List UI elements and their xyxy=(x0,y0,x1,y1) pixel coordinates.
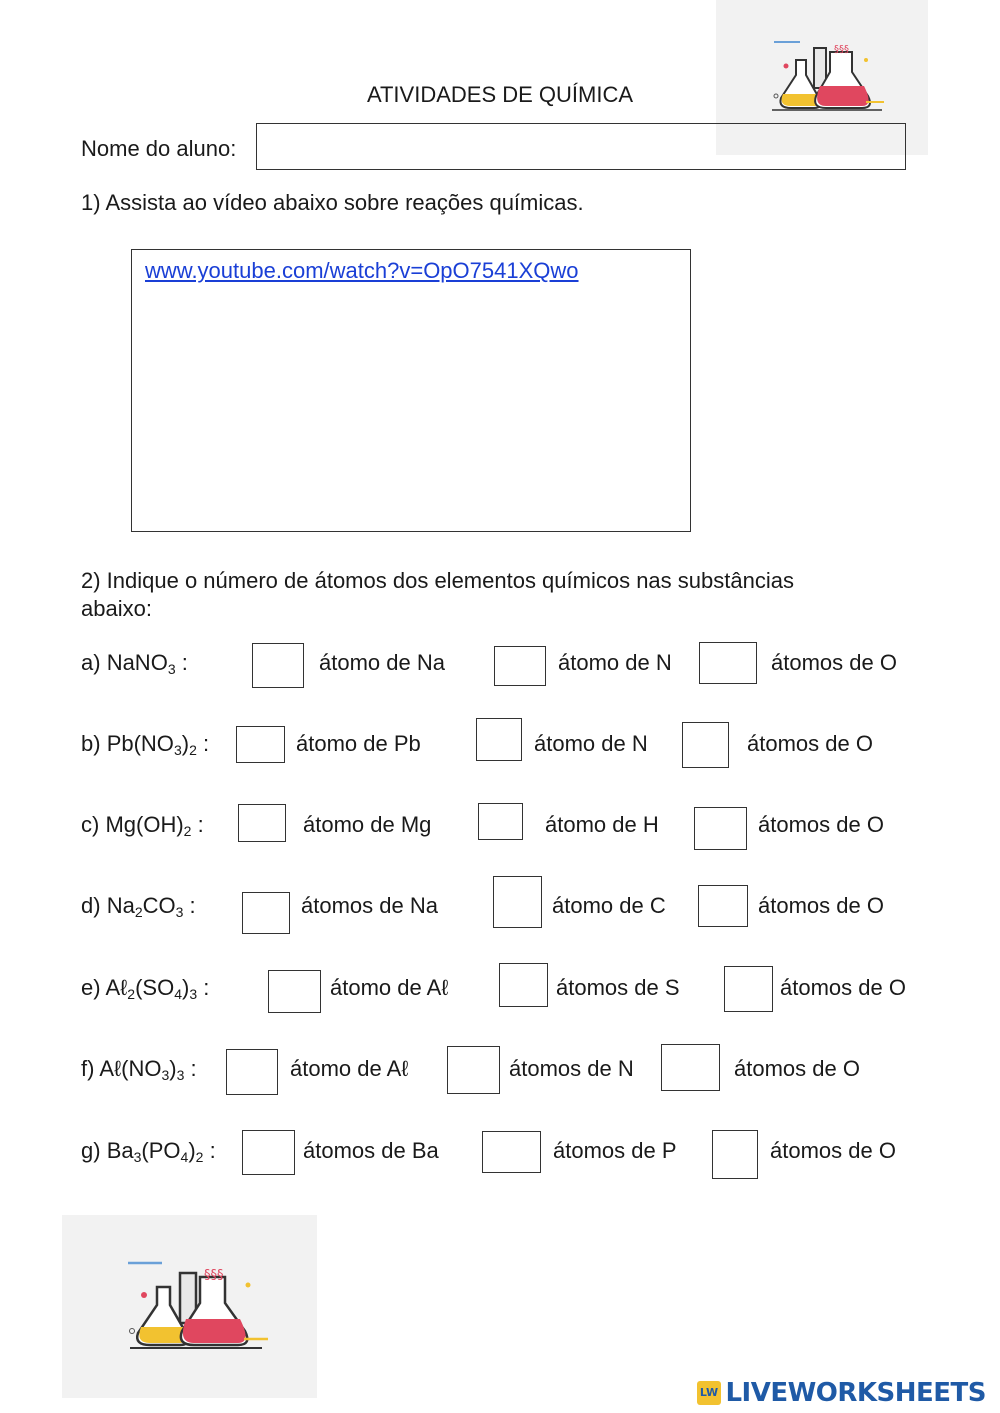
formula-subscript: 2 xyxy=(134,904,143,920)
atom-label: átomos de O xyxy=(770,1138,896,1163)
formula-part: : xyxy=(197,975,210,1000)
atom-label: átomos de O xyxy=(780,975,906,1000)
formula-subscript: 2 xyxy=(195,1149,204,1165)
item-f-formula xyxy=(81,1056,197,1082)
student-name-input[interactable] xyxy=(256,123,906,170)
atom-label: átomos de O xyxy=(747,731,873,756)
atom-label: átomo de H xyxy=(545,812,659,837)
answer-box-d-2[interactable] xyxy=(493,876,542,928)
answer-box-d-3[interactable] xyxy=(698,885,748,927)
brand-name: LIVEWORKSHEETS xyxy=(725,1378,986,1408)
formula-subscript: 3 xyxy=(173,742,182,758)
formula-subscript: 2 xyxy=(189,742,197,758)
formula-subscript: 3 xyxy=(167,661,176,677)
formula-subscript: 3 xyxy=(133,1149,142,1165)
atom-label: átomos de O xyxy=(734,1056,860,1081)
formula-part: CO xyxy=(142,893,176,918)
formula-part: : xyxy=(175,650,188,675)
atom-label: átomo de Mg xyxy=(303,812,432,837)
question-2-line-1: 2) Indique o número de átomos dos elementos químicos nas substâncias xyxy=(81,568,794,593)
formula-subscript: 3 xyxy=(175,904,184,920)
atom-label: átomo de Pb xyxy=(296,731,421,756)
formula-part: Mg(OH) xyxy=(105,812,184,837)
brand-logo xyxy=(697,1378,986,1408)
atom-label: átomo de N xyxy=(558,650,672,675)
item-label: c) xyxy=(81,812,106,837)
atom-label: átomo de C xyxy=(552,893,666,918)
atom-label: átomos de Na xyxy=(301,893,438,918)
answer-box-b-2[interactable] xyxy=(476,718,522,761)
answer-box-e-3[interactable] xyxy=(724,966,773,1012)
atom-label: átomos de N xyxy=(509,1056,634,1081)
formula-part: ) xyxy=(169,1056,177,1081)
answer-box-f-3[interactable] xyxy=(661,1044,720,1091)
answer-box-g-3[interactable] xyxy=(712,1130,758,1179)
item-label: g) xyxy=(81,1138,107,1163)
question-2-line-2: abaixo: xyxy=(81,596,152,621)
atom-label: átomo de Aℓ xyxy=(290,1056,409,1081)
formula-part: (SO xyxy=(135,975,175,1000)
item-b-formula xyxy=(81,731,209,757)
item-label: a) xyxy=(81,650,107,675)
answer-box-g-2[interactable] xyxy=(482,1131,541,1173)
formula-subscript: 4 xyxy=(180,1149,189,1165)
formula-part: ) xyxy=(181,731,190,756)
atom-label: átomo de Na xyxy=(319,650,445,675)
item-label: d) xyxy=(81,893,107,918)
formula-part: Aℓ(NO xyxy=(99,1056,162,1081)
answer-box-b-1[interactable] xyxy=(236,726,285,763)
answer-box-c-1[interactable] xyxy=(238,804,286,842)
formula-part: : xyxy=(203,1138,216,1163)
answer-box-a-3[interactable] xyxy=(699,642,757,684)
question-1-text: 1) Assista ao vídeo abaixo sobre reações químicas. xyxy=(81,190,584,215)
atom-label: átomos de Ba xyxy=(303,1138,439,1163)
item-e-formula xyxy=(81,975,209,1001)
video-link[interactable]: www.youtube.com/watch?v=OpO7541XQwo xyxy=(145,258,579,283)
answer-box-a-2[interactable] xyxy=(494,646,546,686)
brand-badge-icon: LW xyxy=(697,1381,721,1405)
answer-box-a-1[interactable] xyxy=(252,643,304,688)
formula-subscript: 3 xyxy=(189,986,198,1002)
formula-subscript: 3 xyxy=(176,1067,185,1083)
atom-label: átomo de N xyxy=(534,731,648,756)
answer-box-c-3[interactable] xyxy=(694,807,747,850)
atom-label: átomos de O xyxy=(758,893,884,918)
answer-box-f-2[interactable] xyxy=(447,1046,500,1094)
item-g-formula xyxy=(81,1138,216,1164)
answer-box-b-3[interactable] xyxy=(682,722,729,768)
video-embed-box[interactable] xyxy=(131,249,691,532)
atom-label: átomos de O xyxy=(758,812,884,837)
student-name-label: Nome do aluno: xyxy=(81,136,237,161)
formula-subscript: 3 xyxy=(161,1067,170,1083)
formula-part: : xyxy=(184,1056,197,1081)
answer-box-e-1[interactable] xyxy=(268,970,321,1013)
formula-part: (PO xyxy=(141,1138,181,1163)
formula-subscript: 4 xyxy=(174,986,182,1002)
item-c-formula xyxy=(81,812,204,838)
formula-part: ) xyxy=(181,975,190,1000)
atom-label: átomos de S xyxy=(556,975,680,1000)
answer-box-c-2[interactable] xyxy=(478,803,523,840)
formula-part: : xyxy=(191,812,204,837)
item-label: f) xyxy=(81,1056,100,1081)
item-a-formula xyxy=(81,650,188,676)
item-label: e) xyxy=(81,975,106,1000)
formula-subscript: 2 xyxy=(127,986,136,1002)
formula-part: : xyxy=(183,893,196,918)
formula-part: Ba xyxy=(106,1138,134,1163)
atom-label: átomos de P xyxy=(553,1138,677,1163)
answer-box-g-1[interactable] xyxy=(242,1130,295,1175)
svg-text:§§§: §§§ xyxy=(204,1268,224,1283)
item-label: b) xyxy=(81,731,107,756)
formula-part: NaNO xyxy=(106,650,168,675)
atom-label: átomos de O xyxy=(771,650,897,675)
footer-illustration xyxy=(62,1215,317,1398)
svg-text:§§§: §§§ xyxy=(834,44,849,55)
formula-subscript: 2 xyxy=(183,823,192,839)
formula-part: Pb(NO xyxy=(106,731,174,756)
formula-part: ) xyxy=(188,1138,196,1163)
answer-box-f-1[interactable] xyxy=(226,1049,278,1095)
answer-box-d-1[interactable] xyxy=(242,892,290,934)
page-title: ATIVIDADES DE QUÍMICA xyxy=(366,82,634,107)
formula-part: Na xyxy=(106,893,135,918)
item-d-formula xyxy=(81,893,196,919)
formula-part: Aℓ xyxy=(105,975,128,1000)
chemistry-flasks-icon xyxy=(62,1215,317,1398)
answer-box-e-2[interactable] xyxy=(499,963,548,1007)
atom-label: átomo de Aℓ xyxy=(330,975,449,1000)
formula-part: : xyxy=(196,731,210,756)
